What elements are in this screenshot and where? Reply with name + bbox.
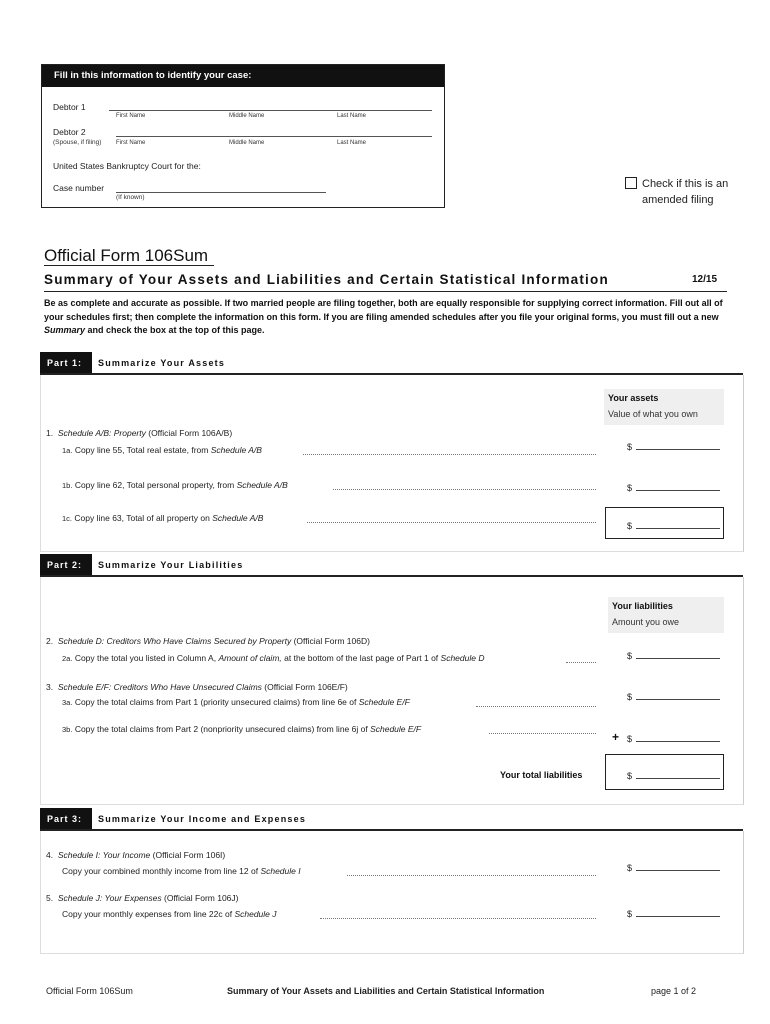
plus-sign: + — [612, 730, 620, 744]
line-1c — [62, 513, 263, 523]
total-liabilities-amount[interactable] — [627, 770, 720, 781]
q2-heading — [46, 636, 370, 646]
form-number-title: Official Form 106Sum — [44, 246, 209, 265]
q2-schedule: Schedule D: Creditors Who Have Claims Secured by Property — [57, 636, 292, 646]
line-3b-dollar-sign: $ — [627, 734, 633, 744]
instructions-summary-word: Summary — [44, 325, 86, 335]
line-4-text: Copy your combined monthly income from line 12 of — [62, 866, 261, 876]
your-assets-heading: Your assets — [608, 393, 659, 403]
line-3a-dollar-sign: $ — [627, 692, 633, 702]
part1-tab: Part 1: — [40, 352, 92, 374]
line-2a-amount-field[interactable] — [636, 650, 720, 659]
debtor1-last-name-caption: Last Name — [337, 113, 367, 119]
line-5-leader — [320, 918, 596, 919]
line-2a-text2: at the bottom of the last page of Part 1 of — [281, 653, 441, 663]
q1-suffix: (Official Form 106A/B) — [145, 428, 233, 438]
amended-filing-label-line2: amended filing — [642, 194, 714, 206]
line-1b-dollar-sign: $ — [627, 483, 633, 493]
q1-number: 1. — [46, 428, 54, 438]
debtor2-name-field[interactable] — [116, 135, 432, 137]
part3-tab: Part 3: — [40, 808, 92, 830]
court-label: United States Bankruptcy Court for the: — [53, 161, 201, 171]
line-5-amount-field[interactable] — [636, 908, 720, 917]
debtor1-label: Debtor 1 — [53, 102, 86, 112]
q1-schedule: Schedule A/B: Property — [57, 428, 146, 438]
line-1b-number: 1b. — [62, 481, 73, 490]
q5-number: 5. — [46, 893, 54, 903]
line-1a-text: Copy line 55, Total real estate, from — [74, 445, 211, 455]
line-2a-number: 2a. — [62, 654, 73, 663]
line-1b-amount[interactable] — [627, 482, 720, 493]
line-1a-ref: Schedule A/B — [210, 445, 262, 455]
line-2a-dollar-sign: $ — [627, 651, 633, 661]
line-4-ref: Schedule I — [260, 866, 301, 876]
q3-number: 3. — [46, 682, 54, 692]
amended-filing-label-line1: Check if this is an — [642, 178, 729, 190]
your-assets-subheading: Value of what you own — [608, 409, 698, 419]
line-5-text: Copy your monthly expenses from line 22c of — [62, 909, 235, 919]
total-liabilities-label: Your total liabilities — [500, 770, 583, 780]
line-1b-amount-field[interactable] — [636, 482, 720, 491]
total-liabilities-dollar-sign: $ — [627, 771, 633, 781]
line-1c-leader — [307, 522, 596, 523]
debtor1-middle-name-caption: Middle Name — [229, 113, 265, 119]
part2-tab: Part 2: — [40, 554, 92, 576]
debtor1-first-name-caption: First Name — [116, 113, 146, 119]
line-3a-ref: Schedule E/F — [358, 697, 410, 707]
debtor2-middle-name-caption: Middle Name — [229, 140, 265, 146]
part1-title: Summarize Your Assets — [98, 358, 226, 368]
line-1c-ref: Schedule A/B — [212, 513, 264, 523]
case-number-if-known: (If known) — [116, 194, 145, 201]
line-3a-number: 3a. — [62, 698, 73, 707]
line-4 — [62, 866, 301, 876]
line-1b-ref: Schedule A/B — [236, 480, 288, 490]
q2-suffix: (Official Form 106D) — [291, 636, 370, 646]
debtor2-spouse-caption: (Spouse, if filing) — [53, 139, 102, 146]
q5-heading — [46, 893, 238, 903]
line-1a-number: 1a. — [62, 446, 73, 455]
line-1b-leader — [333, 489, 596, 490]
line-1a-amount[interactable] — [627, 441, 720, 452]
line-5-dollar-sign: $ — [627, 909, 633, 919]
q2-number: 2. — [46, 636, 54, 646]
line-2a-ref: Schedule D — [440, 653, 485, 663]
line-3b-ref: Schedule E/F — [370, 724, 422, 734]
instructions-text-end: and check the box at the top of this page. — [85, 325, 265, 335]
line-5 — [62, 909, 277, 919]
line-1a-leader — [303, 454, 596, 455]
line-1c-number: 1c. — [62, 514, 73, 523]
line-4-dollar-sign: $ — [627, 863, 633, 873]
line-4-leader — [347, 875, 596, 876]
line-3a — [62, 697, 410, 707]
line-1a-amount-field[interactable] — [636, 441, 720, 450]
debtor1-name-field[interactable] — [109, 109, 432, 111]
debtor2-label: Debtor 2 — [53, 127, 86, 137]
case-number-field[interactable] — [116, 191, 326, 193]
q4-number: 4. — [46, 850, 54, 860]
q3-schedule: Schedule E/F: Creditors Who Have Unsecured Claims — [57, 682, 262, 692]
your-liabilities-subheading: Amount you owe — [612, 617, 680, 627]
line-1a-dollar-sign: $ — [627, 442, 633, 452]
line-1c-text: Copy line 63, Total of all property on — [74, 513, 213, 523]
line-4-amount[interactable] — [627, 862, 720, 873]
revision-date: 12/15 — [692, 274, 718, 285]
q4-schedule: Schedule I: Your Income — [57, 850, 151, 860]
line-1b-text: Copy line 62, Total personal property, from — [74, 480, 237, 490]
line-3a-leader — [476, 706, 596, 707]
q5-schedule: Schedule J: Your Expenses — [57, 893, 162, 903]
q4-suffix: (Official Form 106I) — [150, 850, 226, 860]
line-2a-amount[interactable] — [627, 650, 720, 661]
footer-page-number: page 1 of 2 — [651, 986, 697, 996]
title-rule — [44, 265, 214, 266]
part2-title: Summarize Your Liabilities — [98, 560, 244, 570]
part3-title: Summarize Your Income and Expenses — [98, 814, 307, 824]
line-3a-amount-field[interactable] — [636, 691, 720, 700]
your-liabilities-heading: Your liabilities — [612, 601, 673, 611]
title-underline — [44, 291, 727, 292]
line-1c-dollar-sign: $ — [627, 521, 633, 531]
case-number-label: Case number — [53, 183, 105, 193]
line-3b-amount-field[interactable] — [636, 733, 720, 742]
line-3b-text: Copy the total claims from Part 2 (nonpriority unsecured claims) from line 6j of — [74, 724, 371, 734]
q3-suffix: (Official Form 106E/F) — [261, 682, 348, 692]
line-2a-text: Copy the total you listed in Column A, — [74, 653, 219, 663]
line-3b-amount[interactable] — [627, 733, 720, 744]
case-identification-header: Fill in this information to identify your case: — [42, 65, 444, 87]
line-3b-leader — [489, 733, 596, 734]
line-4-amount-field[interactable] — [636, 862, 720, 871]
line-2a-leader — [566, 662, 596, 663]
line-3a-amount[interactable] — [627, 691, 720, 702]
case-identification-box — [41, 64, 445, 208]
line-1c-amount[interactable] — [627, 520, 720, 531]
instructions-paragraph — [44, 297, 734, 338]
line-5-ref: Schedule J — [234, 909, 277, 919]
q3-heading — [46, 682, 348, 692]
line-3b — [62, 724, 421, 734]
q4-heading — [46, 850, 225, 860]
instructions-text: Be as complete and accurate as possible. If two married people are filing together, both are equally responsible for supplying correct information. Fill out all of your schedules first; then complete the information on this form. If you are filing amended schedules after you file your original forms, you must fill out a new — [44, 298, 723, 322]
amended-filing-checkbox[interactable] — [625, 177, 637, 189]
debtor2-last-name-caption: Last Name — [337, 140, 367, 146]
footer-form-title: Summary of Your Assets and Liabilities and Certain Statistical Information — [227, 986, 545, 996]
total-liabilities-amount-field[interactable] — [636, 770, 720, 779]
line-5-amount[interactable] — [627, 908, 720, 919]
line-3a-text: Copy the total claims from Part 1 (priority unsecured claims) from line 6e of — [74, 697, 359, 707]
line-2a-italic: Amount of claim, — [218, 653, 282, 663]
line-1c-amount-field[interactable] — [636, 520, 720, 529]
q5-suffix: (Official Form 106J) — [161, 893, 239, 903]
line-2a — [62, 653, 484, 663]
line-3b-number: 3b. — [62, 725, 73, 734]
q1-heading — [46, 428, 232, 438]
line-1b — [62, 480, 288, 490]
line-1a — [62, 445, 262, 455]
debtor2-first-name-caption: First Name — [116, 140, 146, 146]
page-title: Summary of Your Assets and Liabilities and Certain Statistical Information — [44, 272, 609, 287]
footer-form-number: Official Form 106Sum — [46, 986, 133, 996]
